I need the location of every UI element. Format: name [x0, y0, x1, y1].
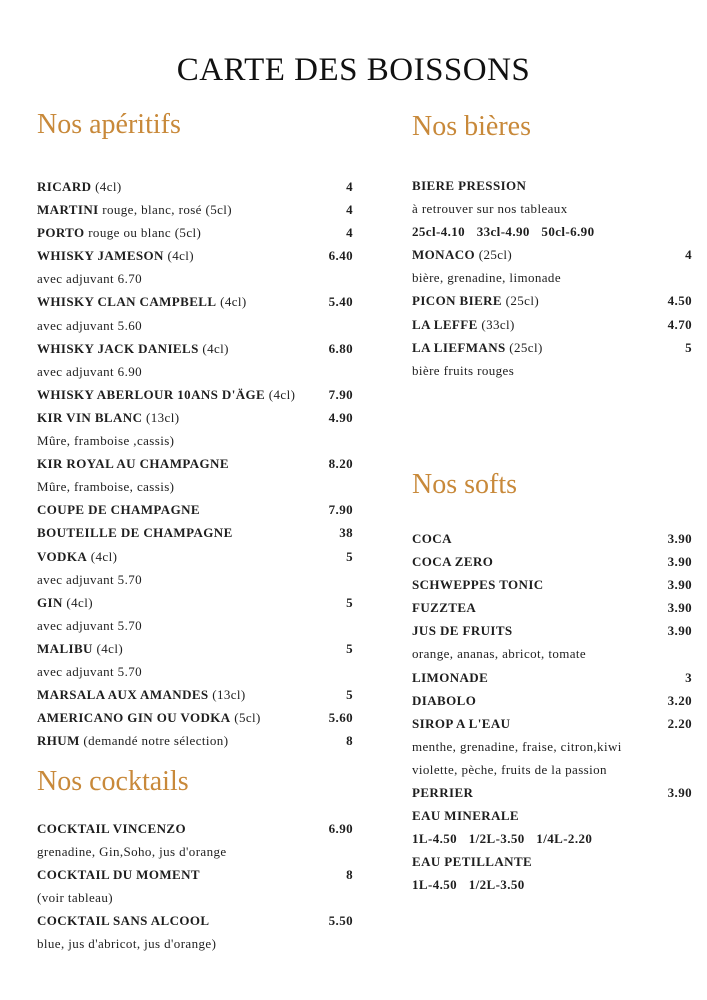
- item-label: [412, 550, 493, 573]
- item-label: [37, 337, 229, 360]
- menu-item: [412, 174, 692, 197]
- menu-item: [37, 498, 353, 521]
- item-note: rouge ou blanc (5cl): [88, 225, 202, 241]
- item-note: (4cl): [95, 179, 122, 194]
- item-label: [37, 175, 122, 198]
- item-label: [412, 174, 526, 197]
- description-text: avec adjuvant 5.70: [37, 663, 143, 679]
- item-label: [412, 712, 510, 735]
- description-text: orange, ananas, abricot, tomate: [412, 646, 587, 662]
- item-price: 5: [346, 594, 353, 610]
- menu-item: [37, 909, 353, 932]
- menu-item: [412, 781, 692, 804]
- section-title-bieres: Nos bières: [412, 111, 531, 142]
- item-price: 3.90: [667, 600, 692, 616]
- menu-item: [37, 337, 353, 360]
- description-text: avec adjuvant 5.70: [37, 617, 143, 633]
- item-price: 5: [346, 687, 353, 703]
- item-name: DIABOLO: [412, 692, 477, 708]
- item-label: [412, 313, 515, 336]
- item-description: [412, 642, 692, 665]
- item-name: KIR VIN BLANC: [37, 409, 143, 425]
- item-note: (33cl): [481, 316, 515, 332]
- item-note: (4cl): [220, 294, 247, 310]
- item-name: WHISKY CLAN CAMPBELL: [37, 294, 217, 310]
- aperitifs-list: [37, 175, 353, 752]
- item-price: 5: [346, 548, 353, 564]
- item-name: WHISKY JACK DANIELS: [37, 340, 199, 356]
- item-label: [412, 573, 544, 596]
- item-name: RHUM: [37, 733, 80, 749]
- item-name: PERRIER: [412, 785, 474, 801]
- menu-item: [37, 221, 353, 244]
- item-description: [37, 932, 353, 955]
- item-price: 38: [339, 525, 353, 541]
- item-name: COCA: [412, 531, 452, 546]
- section-title-cocktails: Nos cocktails: [37, 766, 189, 797]
- item-note: rouge, blanc, rosé (5cl): [102, 202, 233, 218]
- item-name: EAU PETILLANTE: [412, 854, 533, 870]
- item-name: WHISKY JAMESON: [37, 248, 164, 264]
- cocktails-list: [37, 817, 353, 956]
- item-price: 4: [346, 202, 353, 218]
- description-text: avec adjuvant 6.90: [37, 363, 143, 379]
- item-name: MARSALA AUX AMANDES: [37, 687, 209, 703]
- menu-item: [37, 452, 353, 475]
- item-name: FUZZTEA: [412, 600, 477, 616]
- item-label: [412, 596, 476, 619]
- item-label: [37, 498, 200, 521]
- item-note: (4cl): [90, 548, 118, 564]
- menu-item: [37, 706, 353, 729]
- item-label: [37, 545, 117, 568]
- item-price: 8: [346, 733, 353, 749]
- item-price: 4: [685, 247, 692, 263]
- item-price: 4: [346, 179, 353, 194]
- item-name: MONACO: [412, 247, 476, 263]
- item-label: [37, 383, 295, 406]
- item-label: [412, 619, 513, 642]
- item-name: COCKTAIL VINCENZO: [37, 821, 186, 836]
- menu-item: [412, 527, 692, 550]
- description-text: violette, pèche, fruits de la passion: [412, 761, 607, 777]
- item-price: 5.60: [328, 710, 353, 726]
- item-name: LA LEFFE: [412, 316, 478, 332]
- item-price: 6.40: [328, 248, 353, 264]
- item-label: [412, 804, 519, 827]
- size-prices: [412, 827, 692, 850]
- item-label: [412, 243, 512, 266]
- item-description: [37, 360, 353, 383]
- description-text: Mûre, framboise ,cassis): [37, 433, 175, 449]
- item-label: [412, 527, 452, 550]
- description-text: bière, grenadine, limonade: [412, 270, 562, 286]
- item-description: [412, 359, 692, 382]
- description-text: bière fruits rouges: [412, 362, 515, 378]
- item-label: [412, 850, 532, 873]
- menu-item: [412, 289, 692, 312]
- description-text: avec adjuvant 5.70: [37, 571, 143, 587]
- item-label: [37, 637, 123, 660]
- item-label: [37, 683, 246, 706]
- description-text: menthe, grenadine, fraise, citron,kiwi: [412, 738, 622, 754]
- item-price: 3.90: [667, 531, 692, 546]
- menu-item: [37, 863, 353, 886]
- item-label: [37, 221, 201, 244]
- section-softs: [412, 465, 692, 897]
- item-description: [37, 614, 353, 637]
- section-aperitifs: [37, 105, 353, 752]
- menu-item: [37, 175, 353, 198]
- item-note: (25cl): [505, 293, 540, 309]
- item-price: 4: [346, 225, 353, 241]
- item-price: 7.90: [328, 386, 353, 402]
- item-name: KIR ROYAL AU CHAMPAGNE: [37, 456, 229, 472]
- menu-item: [37, 729, 353, 752]
- size-prices-text: 1L-4.50 1/2L-3.50: [412, 877, 525, 893]
- section-cocktails: [37, 762, 353, 956]
- item-description: [412, 735, 692, 758]
- item-price: 5.50: [328, 913, 353, 929]
- item-label: [37, 521, 233, 544]
- size-prices: [412, 873, 692, 896]
- item-price: 3.90: [667, 577, 692, 593]
- menu-item: [37, 521, 353, 544]
- menu-item: [412, 336, 692, 359]
- item-name: EAU MINERALE: [412, 808, 520, 824]
- item-label: [37, 817, 186, 840]
- item-description: [37, 429, 353, 452]
- item-price: 7.90: [328, 502, 353, 518]
- item-name: MALIBU: [37, 640, 93, 656]
- item-description: [37, 267, 353, 290]
- softs-list: [412, 527, 692, 897]
- item-description: [37, 475, 353, 498]
- menu-item: [412, 712, 692, 735]
- item-name: COCKTAIL DU MOMENT: [37, 867, 200, 883]
- item-description: [412, 266, 692, 289]
- menu-item: [412, 689, 692, 712]
- bieres-list: [412, 174, 692, 382]
- item-name: COCA ZERO: [412, 554, 494, 570]
- item-description: [412, 758, 692, 781]
- description-text: à retrouver sur nos tableaux: [412, 201, 568, 217]
- menu-item: [412, 550, 692, 573]
- menu-item: [37, 244, 353, 267]
- menu-item: [37, 683, 353, 706]
- item-name: WHISKY ABERLOUR 10ANS D'ÄGE: [37, 386, 266, 402]
- item-label: [37, 244, 194, 267]
- item-label: [37, 198, 232, 221]
- item-name: MARTINI: [37, 202, 99, 218]
- item-name: LIMONADE: [412, 669, 489, 685]
- item-price: 4.70: [667, 316, 692, 332]
- item-price: 3.90: [667, 554, 692, 570]
- menu-item: [412, 573, 692, 596]
- item-price: 5: [346, 640, 353, 656]
- item-name: RICARD: [37, 179, 92, 194]
- menu-item: [37, 545, 353, 568]
- menu-item: [37, 383, 353, 406]
- menu-item: [37, 591, 353, 614]
- item-name: COCKTAIL SANS ALCOOL: [37, 913, 210, 929]
- item-price: 3.90: [667, 785, 692, 801]
- item-note: (4cl): [202, 340, 229, 356]
- menu-item: [412, 850, 692, 873]
- description-text: avec adjuvant 6.70: [37, 271, 143, 287]
- menu-item: [412, 596, 692, 619]
- item-description: [37, 840, 353, 863]
- item-name: COUPE DE CHAMPAGNE: [37, 502, 200, 518]
- size-prices-text: 25cl-4.10 33cl-4.90 50cl-6.90: [412, 224, 595, 240]
- item-note: (4cl): [96, 640, 124, 656]
- item-name: VODKA: [37, 548, 88, 564]
- item-note: (4cl): [268, 386, 296, 402]
- item-label: [412, 689, 476, 712]
- item-price: 3.90: [667, 623, 692, 639]
- item-label: [37, 452, 229, 475]
- item-name: PICON BIERE: [412, 293, 502, 309]
- item-label: [412, 336, 543, 359]
- item-description: [37, 314, 353, 337]
- item-note: (13cl): [146, 409, 180, 425]
- section-bieres: [412, 107, 692, 382]
- item-name: BIERE PRESSION: [412, 178, 527, 193]
- menu-item: [412, 666, 692, 689]
- section-title-softs: Nos softs: [412, 469, 518, 500]
- item-label: [37, 909, 209, 932]
- item-label: [37, 406, 179, 429]
- menu-item: [412, 619, 692, 642]
- item-label: [37, 591, 93, 614]
- menu-item: [37, 406, 353, 429]
- item-note: (13cl): [212, 687, 246, 703]
- menu-item: [37, 290, 353, 313]
- item-description: [412, 197, 692, 220]
- item-name: LA LIEFMANS: [412, 339, 506, 355]
- item-label: [37, 863, 200, 886]
- menu-item: [412, 804, 692, 827]
- description-text: (voir tableau): [37, 890, 113, 906]
- description-text: blue, jus d'abricot, jus d'orange): [37, 936, 217, 952]
- item-label: [412, 289, 539, 312]
- item-note: (4cl): [167, 248, 195, 264]
- menu-item: [412, 313, 692, 336]
- item-note: (25cl): [509, 339, 543, 355]
- size-prices: [412, 220, 692, 243]
- item-name: SCHWEPPES TONIC: [412, 577, 544, 593]
- menu-item: [37, 198, 353, 221]
- item-price: 5: [685, 339, 692, 355]
- item-note: (demandé notre sélection): [83, 733, 229, 749]
- item-name: SIROP A L'EAU: [412, 715, 511, 731]
- item-name: GIN: [37, 594, 63, 610]
- item-price: 3: [685, 669, 692, 685]
- description-text: avec adjuvant 5.60: [37, 317, 143, 333]
- description-text: Mûre, framboise, cassis): [37, 479, 175, 495]
- item-note: (4cl): [66, 594, 93, 610]
- item-price: 8.20: [328, 456, 353, 472]
- item-price: 2.20: [667, 715, 692, 731]
- item-name: BOUTEILLE DE CHAMPAGNE: [37, 525, 233, 541]
- item-label: [412, 781, 473, 804]
- item-description: [37, 568, 353, 591]
- item-label: [412, 666, 488, 689]
- item-label: [37, 729, 228, 752]
- item-description: [37, 660, 353, 683]
- item-price: 3.20: [667, 692, 692, 708]
- item-name: AMERICANO GIN OU VODKA: [37, 710, 231, 726]
- item-price: 6.80: [328, 340, 353, 356]
- item-price: 4.90: [328, 409, 353, 425]
- item-note: (5cl): [234, 710, 261, 726]
- section-title-aperitifs: Nos apéritifs: [37, 109, 181, 140]
- item-price: 4.50: [667, 293, 692, 309]
- item-name: PORTO: [37, 225, 85, 241]
- item-label: [37, 290, 247, 313]
- menu-item: [37, 637, 353, 660]
- menu-item: [412, 243, 692, 266]
- item-description: [37, 886, 353, 909]
- page-title: CARTE DES BOISSONS: [176, 52, 531, 89]
- description-text: grenadine, Gin,Soho, jus d'orange: [37, 844, 227, 860]
- item-price: 5.40: [328, 294, 353, 310]
- menu-item: [37, 817, 353, 840]
- item-price: 8: [346, 867, 353, 883]
- item-name: JUS DE FRUITS: [412, 623, 513, 639]
- item-label: [37, 706, 261, 729]
- size-prices-text: 1L-4.50 1/2L-3.50 1/4L-2.20: [412, 831, 593, 847]
- item-price: 6.90: [328, 821, 353, 836]
- item-note: (25cl): [478, 247, 513, 263]
